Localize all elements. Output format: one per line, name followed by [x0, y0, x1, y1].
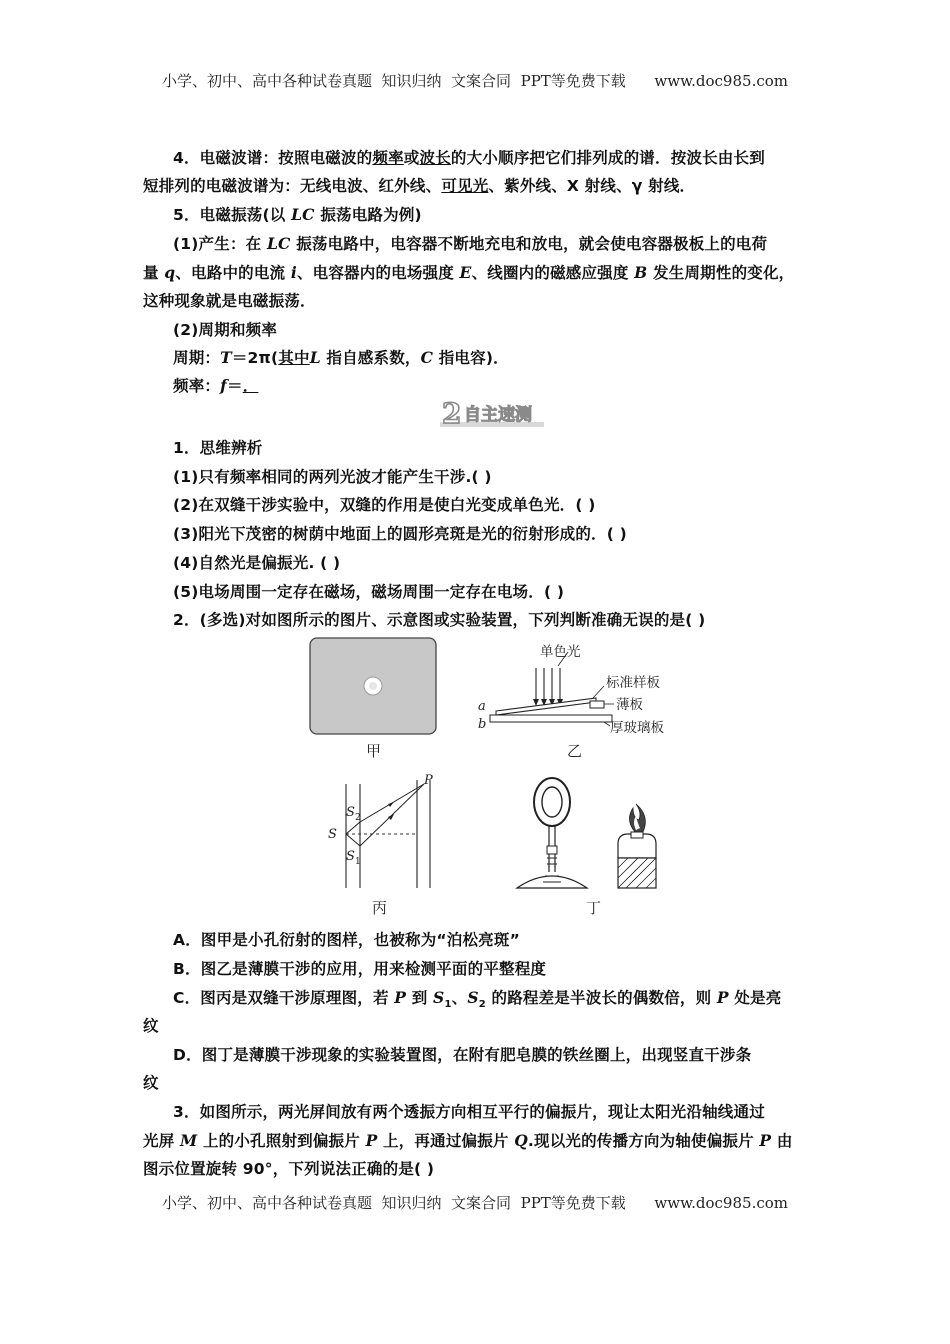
- q2-option-d: D．图丁是薄膜干涉现象的实验装置图，在附有肥皂膜的铁丝圈上，出现竖直干涉条: [173, 1046, 752, 1064]
- item5-title: 5．电磁振荡(以 LC 振荡电路为例): [173, 205, 422, 224]
- item4-line2: 短排列的电磁波谱为：无线电波、红外线、可见光、紫外线、X 射线、γ 射线．: [143, 177, 696, 195]
- svg-text:S: S: [346, 849, 355, 864]
- svg-text:S: S: [346, 805, 355, 820]
- yi-plate3-label: 厚玻璃板: [610, 720, 664, 736]
- yi-plate1-label: 标准样板: [606, 675, 660, 691]
- underline-wavelength: 波长: [419, 149, 451, 167]
- q3-line2: 光屏 M 上的小孔照射到偏振片 P 上，再通过偏振片 Q.现以光的传播方向为轴使偏振片 P 由: [143, 1131, 793, 1150]
- section-title: 自主速测: [464, 405, 532, 425]
- q1-item-3: (3)阳光下茂密的树荫中地面上的圆形亮斑是光的衍射形成的．( ): [173, 525, 627, 543]
- item5-p3: 这种现象就是电磁振荡．: [143, 292, 316, 310]
- jia-label: 甲: [366, 742, 382, 760]
- yi-label: 乙: [567, 742, 583, 760]
- q1-item-1: (1)只有频率相同的两列光波才能产生干涉.( ): [173, 468, 492, 486]
- underline-qizhong: 其中: [278, 349, 310, 367]
- bing-label: 丙: [372, 899, 388, 917]
- q3-line3: 图示位置旋转 90°，下列说法正确的是( ): [143, 1160, 435, 1178]
- q1-item-4: (4)自然光是偏振光. ( ): [173, 554, 341, 572]
- q2-figure: [300, 632, 680, 922]
- q2-option-c: C．图丙是双缝干涉原理图，若 P 到 $S_1$、$S_2$ 的路程差是半波长的偶数倍，则 P 处是亮: [173, 988, 782, 1011]
- underline-visible-light: 可见光: [441, 177, 489, 195]
- q1-item-2: (2)在双缝干涉实验中，双缝的作用是使白光变成单色光．( ): [173, 496, 596, 514]
- section-badge: [440, 398, 544, 428]
- ding-wire-loop: [534, 778, 570, 826]
- item5-period: 周期：T＝2π(其中L 指自感系数，C 指电容)．: [173, 348, 509, 367]
- ding-label: 丁: [586, 899, 602, 917]
- page-header: 小学、初中、高中各种试卷真题 知识归纳 文案合同 PPT等免费下载 www.doc985.com: [161, 72, 788, 90]
- svg-text:S: S: [328, 827, 337, 842]
- yi-thin-plate: [590, 701, 604, 708]
- svg-text:a: a: [478, 699, 486, 714]
- q2-option-a: A．图甲是小孔衍射的图样，也被称为“泊松亮斑”: [173, 931, 520, 949]
- q3-line1: 3．如图所示，两光屏间放有两个透振方向相互平行的偏振片，现让太阳光沿轴线通过: [173, 1103, 765, 1121]
- item5-frequency: 频率：f＝．: [173, 376, 259, 395]
- yi-light-label: 单色光: [540, 644, 581, 660]
- q2-option-c-cont: 纹: [143, 1017, 159, 1035]
- yi-thick-glass: [490, 715, 612, 722]
- item5-p4: (2)周期和频率: [173, 321, 278, 339]
- section-number: 2: [442, 398, 462, 428]
- q2-stem: 2．(多选)对如图所示的图片、示意图或实验装置，下列判断准确无误的是( ): [173, 611, 706, 629]
- yi-plate2-label: 薄板: [616, 697, 643, 713]
- svg-text:b: b: [478, 717, 487, 732]
- svg-text:1: 1: [355, 857, 361, 867]
- svg-text:2: 2: [355, 813, 361, 823]
- page-footer: 小学、初中、高中各种试卷真题 知识归纳 文案合同 PPT等免费下载 www.doc985.com: [161, 1194, 788, 1212]
- q2-option-b: B．图乙是薄膜干涉的应用，用来检测平面的平整程度: [173, 960, 547, 978]
- q1-item-5: (5)电场周围一定存在磁场，磁场周围一定存在电场．( ): [173, 583, 565, 601]
- q2-option-d-cont: 纹: [143, 1074, 159, 1092]
- item5-p1: (1)产生：在 LC 振荡电路中，电容器不断地充电和放电，就会使电容器极板上的电荷: [173, 234, 768, 253]
- item5-p2: 量 q、电路中的电流 i、电容器内的电场强度 E、线圈内的磁感应强度 B 发生周期性的变化，: [143, 263, 795, 282]
- underline-frequency: 频率: [372, 149, 404, 167]
- item4-line1: 4．电磁波谱：按照电磁波的频率或波长的大小顺序把它们排列成的谱．按波长由长到: [173, 149, 765, 167]
- svg-text:P: P: [424, 773, 433, 788]
- q1-title: 1．思维辨析: [173, 439, 263, 457]
